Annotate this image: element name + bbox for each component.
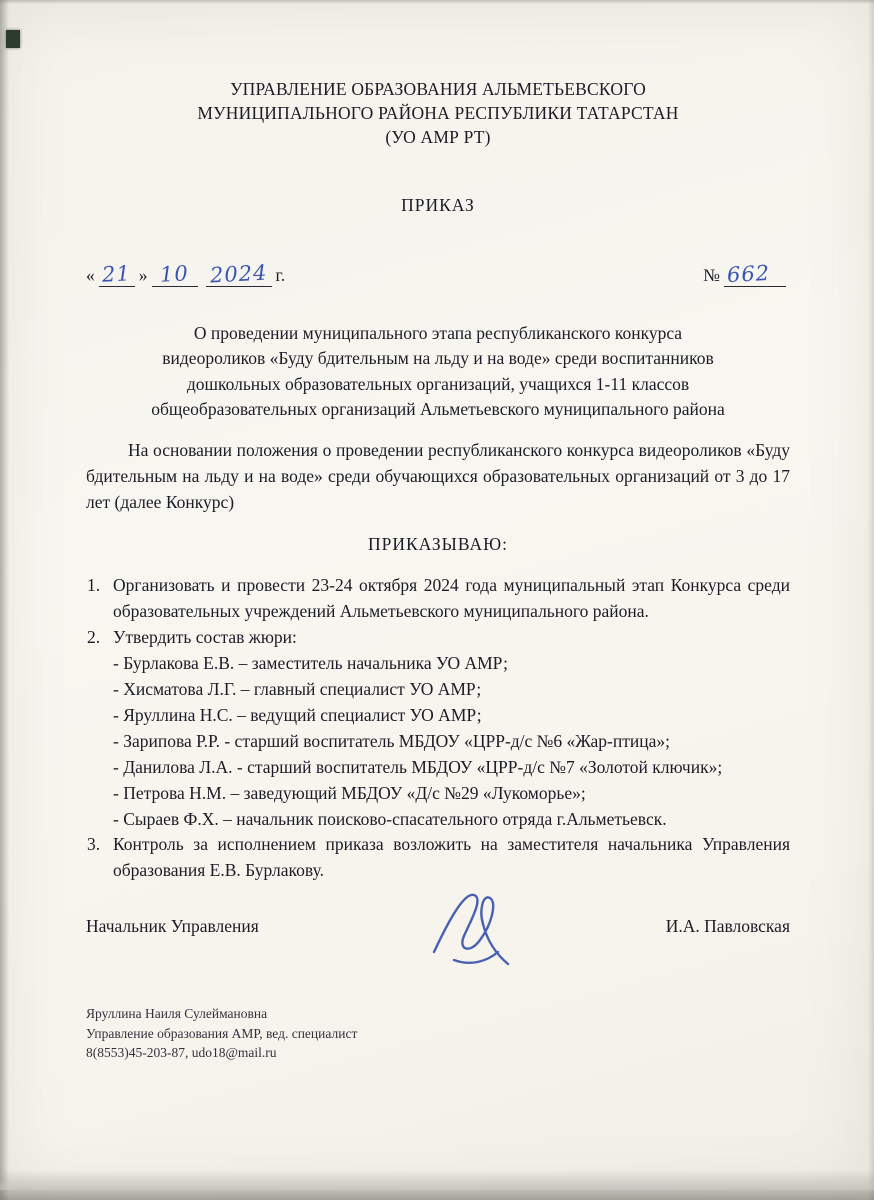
org-header-line: (УО АМР РТ) bbox=[385, 126, 491, 147]
order-subject bbox=[86, 321, 790, 422]
jury-member-line: - Хисматова Л.Г. – главный специалист УО АМР; bbox=[113, 679, 482, 700]
jury-member-line: - Данилова Л.А. - старший воспитатель МБДОУ «ЦРР-д/с №7 «Золотой ключик»; bbox=[113, 756, 723, 777]
footer-contact-phone-email: 8(8553)45-203-87, udo18@mail.ru bbox=[86, 1045, 277, 1061]
scan-bottom-paper-edge bbox=[0, 1180, 874, 1190]
jury-member-line: - Петрова Н.М. – заведующий МБДОУ «Д/с №29 «Лукоморье»; bbox=[113, 782, 586, 803]
subject-line: дошкольных образовательных организаций, учащихся 1-11 классов bbox=[186, 373, 690, 394]
footer-contact-name: Яруллина Наиля Сулеймановна bbox=[86, 1006, 268, 1022]
handwritten-day: 21 bbox=[101, 261, 132, 288]
organization-header bbox=[86, 78, 790, 149]
item-text: Организовать и провести 23-24 октября 2024 года муниципальный этап Конкурса среди образовательных учреждений Альметьевского муниципального района. bbox=[113, 575, 790, 622]
jury-member-line: - Зарипова Р.Р. - старший воспитатель МБДОУ «ЦРР-д/с №6 «Жар-птица»; bbox=[113, 730, 670, 751]
date-year-suffix: г. bbox=[275, 265, 286, 286]
jury-member-line: - Бурлакова Е.В. – заместитель начальника УО АМР; bbox=[113, 653, 508, 674]
contact-footer bbox=[86, 1004, 790, 1063]
date-and-number-row bbox=[86, 260, 790, 289]
jury-member-line: - Яруллина Н.С. – ведущий специалист УО АМР; bbox=[113, 704, 482, 725]
order-item-1 bbox=[86, 573, 790, 625]
date-year-slot bbox=[206, 260, 272, 288]
item-number: 1. bbox=[87, 575, 101, 596]
subject-line: видеороликов «Буду бдительным на льду и на воде» среди воспитанников bbox=[162, 348, 714, 369]
scan-corner-artifact bbox=[6, 30, 20, 48]
item-text: Контроль за исполнением приказа возложить на заместителя начальника Управления образования Е.В. Бурлакову. bbox=[113, 834, 790, 881]
order-keyword: ПРИКАЗЫВАЮ: bbox=[368, 533, 508, 554]
item-number: 3. bbox=[87, 834, 101, 855]
jury-list bbox=[113, 651, 790, 832]
order-items-list bbox=[86, 573, 790, 884]
org-header-line: УПРАВЛЕНИЕ ОБРАЗОВАНИЯ АЛЬМЕТЬЕВСКОГО bbox=[230, 79, 646, 99]
date-close-quote: » bbox=[138, 265, 148, 286]
signature-row bbox=[86, 914, 790, 940]
order-item-2 bbox=[86, 625, 790, 832]
order-number-block bbox=[703, 263, 790, 289]
basis-paragraph: На основании положения о проведении республиканского конкурса видеороликов «Буду бдительным на льду и на воде» среди обучающихся образовательных организаций от 3 до 17 лет (далее Конкурс) bbox=[86, 439, 790, 512]
handwritten-order-number: 662 bbox=[726, 261, 771, 288]
signer-name: И.А. Павловская bbox=[665, 916, 790, 937]
handwritten-year: 2024 bbox=[209, 260, 268, 288]
date-month-slot bbox=[152, 261, 198, 288]
number-sign-label: № bbox=[703, 265, 720, 286]
scan-edge-bottom bbox=[0, 1170, 874, 1200]
handwritten-signature bbox=[424, 886, 534, 974]
order-number-slot bbox=[724, 261, 786, 288]
footer-contact-role: Управление образования АМР, вед. специалист bbox=[86, 1025, 358, 1041]
signer-title: Начальник Управления bbox=[86, 916, 259, 937]
order-item-3 bbox=[86, 832, 790, 884]
org-header-line: МУНИЦИПАЛЬНОГО РАЙОНА РЕСПУБЛИКИ ТАТАРСТАН bbox=[197, 102, 679, 123]
jury-member-line: - Сыраев Ф.Х. – начальник поисково-спасательного отряда г.Альметьевск. bbox=[113, 808, 667, 829]
document-type-title: ПРИКАЗ bbox=[401, 195, 475, 216]
subject-line: О проведении муниципального этапа республиканского конкурса bbox=[193, 323, 683, 344]
date-open-quote: « bbox=[86, 265, 95, 286]
item-text: Утвердить состав жюри: bbox=[113, 627, 297, 648]
date-block bbox=[86, 260, 286, 289]
subject-line: общеобразовательных организаций Альметьевского муниципального района bbox=[151, 398, 725, 419]
handwritten-month: 10 bbox=[159, 261, 190, 288]
item-number: 2. bbox=[87, 627, 101, 648]
date-day-slot bbox=[99, 261, 135, 288]
